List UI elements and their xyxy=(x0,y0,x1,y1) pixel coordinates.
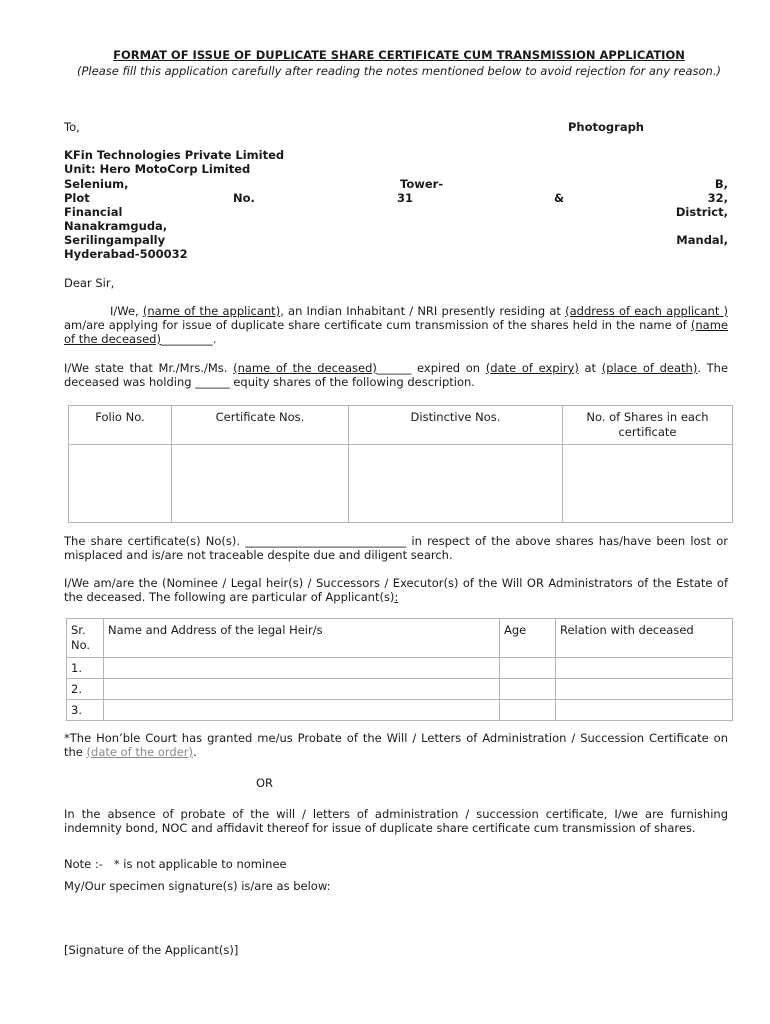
address-word: 31 xyxy=(397,191,414,205)
text-run: I/We, xyxy=(110,304,139,318)
legal-heirs-table xyxy=(66,618,733,721)
distinctive-nos-header: Distinctive Nos. xyxy=(349,406,563,445)
address-word: B, xyxy=(714,177,728,191)
address-word: 32, xyxy=(707,191,728,205)
note-text: * is not applicable to nominee xyxy=(113,857,287,871)
applicant-name-field[interactable]: (name of the applicant) xyxy=(142,304,281,318)
folio-no-header: Folio No. xyxy=(69,406,172,445)
form-title: FORMAT OF ISSUE OF DUPLICATE SHARE CERTIFICATE CUM TRANSMISSION APPLICATION xyxy=(113,48,685,62)
or-separator: OR xyxy=(256,776,274,790)
name-address-header: Name and Address of the legal Heir/s xyxy=(104,619,500,658)
certificate-nos-cell[interactable] xyxy=(172,445,349,523)
blank-line[interactable]: _________. xyxy=(160,332,217,346)
text-run: . xyxy=(193,745,197,759)
address-line-1: KFin Technologies Private Limited xyxy=(64,148,285,162)
lost-certificate-paragraph: The share certificate(s) No(s). ____________________________ in respect of the above shares has/have been lost or misplaced and is/are not traceable despite due and diligent search. xyxy=(64,534,728,562)
folio-no-cell[interactable] xyxy=(69,445,172,523)
text-run: am/are applying for issue of duplicate share certificate cum transmission of the shares held in the name of xyxy=(64,318,687,332)
deceased-paragraph xyxy=(64,361,728,389)
form-subtitle: (Please fill this application carefully after reading the notes mentioned below to avoid rejection for any reason.) xyxy=(77,64,721,78)
address-word: Plot xyxy=(64,191,90,205)
photograph-label: Photograph xyxy=(568,120,644,134)
sr-no-cell: 2. xyxy=(67,679,104,700)
table-row xyxy=(69,445,733,523)
address-word: District, xyxy=(675,205,728,219)
sr-no-header: Sr. No. xyxy=(67,619,104,658)
address-word: No. xyxy=(233,191,255,205)
applicant-paragraph xyxy=(64,304,728,346)
date-of-order-field[interactable]: (date of the order) xyxy=(86,745,194,759)
age-cell[interactable] xyxy=(500,679,556,700)
certificate-nos-header: Certificate Nos. xyxy=(172,406,349,445)
address-word: Financial xyxy=(64,205,123,219)
date-of-expiry-field[interactable]: (date of expiry) xyxy=(485,361,579,375)
address-line-3 xyxy=(64,177,728,191)
place-of-death-field[interactable]: (place of death) xyxy=(601,361,698,375)
address-line-5 xyxy=(64,205,728,219)
name-address-cell[interactable] xyxy=(104,679,500,700)
share-details-table xyxy=(68,405,733,523)
relation-cell[interactable] xyxy=(556,658,733,679)
text-run: I/We am/are the (Nominee / Legal heir(s) / Successors / Executor(s) of the Will OR Administrators of the Estate of the deceased. The following are particular of Applicant(s) xyxy=(64,576,728,604)
note-line xyxy=(64,857,287,871)
address-word: Serilingampally xyxy=(64,233,166,247)
relation-header: Relation with deceased xyxy=(556,619,733,658)
deceased-name-field[interactable]: (name of the deceased) xyxy=(233,361,377,375)
probate-paragraph xyxy=(64,731,728,759)
sr-no-cell: 1. xyxy=(67,658,104,679)
table-header-row xyxy=(69,406,733,445)
age-header: Age xyxy=(500,619,556,658)
indemnity-paragraph: In the absence of probate of the will / letters of administration / succession certificate, I/we are furnishing indemnity bond, NOC and affidavit thereof for issue of duplicate share certificate cum transmission of shares. xyxy=(64,807,728,835)
specimen-signature-label: My/Our specimen signature(s) is/are as below: xyxy=(64,879,331,893)
table-row xyxy=(67,679,733,700)
text-run: , an Indian Inhabitant / NRI presently residing at xyxy=(280,304,561,318)
table-header-row xyxy=(67,619,733,658)
text-run: *The Hon’ble Court has granted me/us Probate of the Will / Letters of Administration / Succession Certificate on the xyxy=(64,731,728,759)
applicant-address-field[interactable]: (address of each applicant ) xyxy=(565,304,729,318)
no-of-shares-cell[interactable] xyxy=(563,445,733,523)
text-run: : xyxy=(394,590,399,604)
address-line-4 xyxy=(64,191,728,205)
note-label: Note :- xyxy=(64,857,103,871)
no-of-shares-header: No. of Shares in each certificate xyxy=(563,406,733,445)
text-run: at xyxy=(584,361,597,375)
address-line-8: Hyderabad-500032 xyxy=(64,247,188,261)
text-run: . The deceased was holding ______ equity shares of the following description. xyxy=(64,361,729,389)
table-row xyxy=(67,700,733,721)
age-cell[interactable] xyxy=(500,700,556,721)
salutation: Dear Sir, xyxy=(64,276,115,290)
text-run: I/We state that Mr./Mrs./Ms. xyxy=(64,361,228,375)
address-word: Mandal, xyxy=(676,233,728,247)
text-run: ______ expired on xyxy=(376,361,481,375)
address-line-7 xyxy=(64,233,728,247)
address-word: Tower- xyxy=(400,177,444,191)
name-address-cell[interactable] xyxy=(104,700,500,721)
address-word: & xyxy=(554,191,565,205)
to-label: To, xyxy=(64,120,80,134)
address-line-2: Unit: Hero MotoCorp Limited xyxy=(64,162,251,176)
name-address-cell[interactable] xyxy=(104,658,500,679)
relation-cell[interactable] xyxy=(556,700,733,721)
distinctive-nos-cell[interactable] xyxy=(349,445,563,523)
age-cell[interactable] xyxy=(500,658,556,679)
relation-cell[interactable] xyxy=(556,679,733,700)
applicant-status-paragraph xyxy=(64,576,728,604)
deceased-name-field[interactable]: (name of the deceased) xyxy=(64,318,729,346)
table-row xyxy=(67,658,733,679)
signature-label: [Signature of the Applicant(s)] xyxy=(64,943,239,957)
address-line-6: Nanakramguda, xyxy=(64,219,168,233)
address-word: Selenium, xyxy=(64,177,129,191)
sr-no-cell: 3. xyxy=(67,700,104,721)
